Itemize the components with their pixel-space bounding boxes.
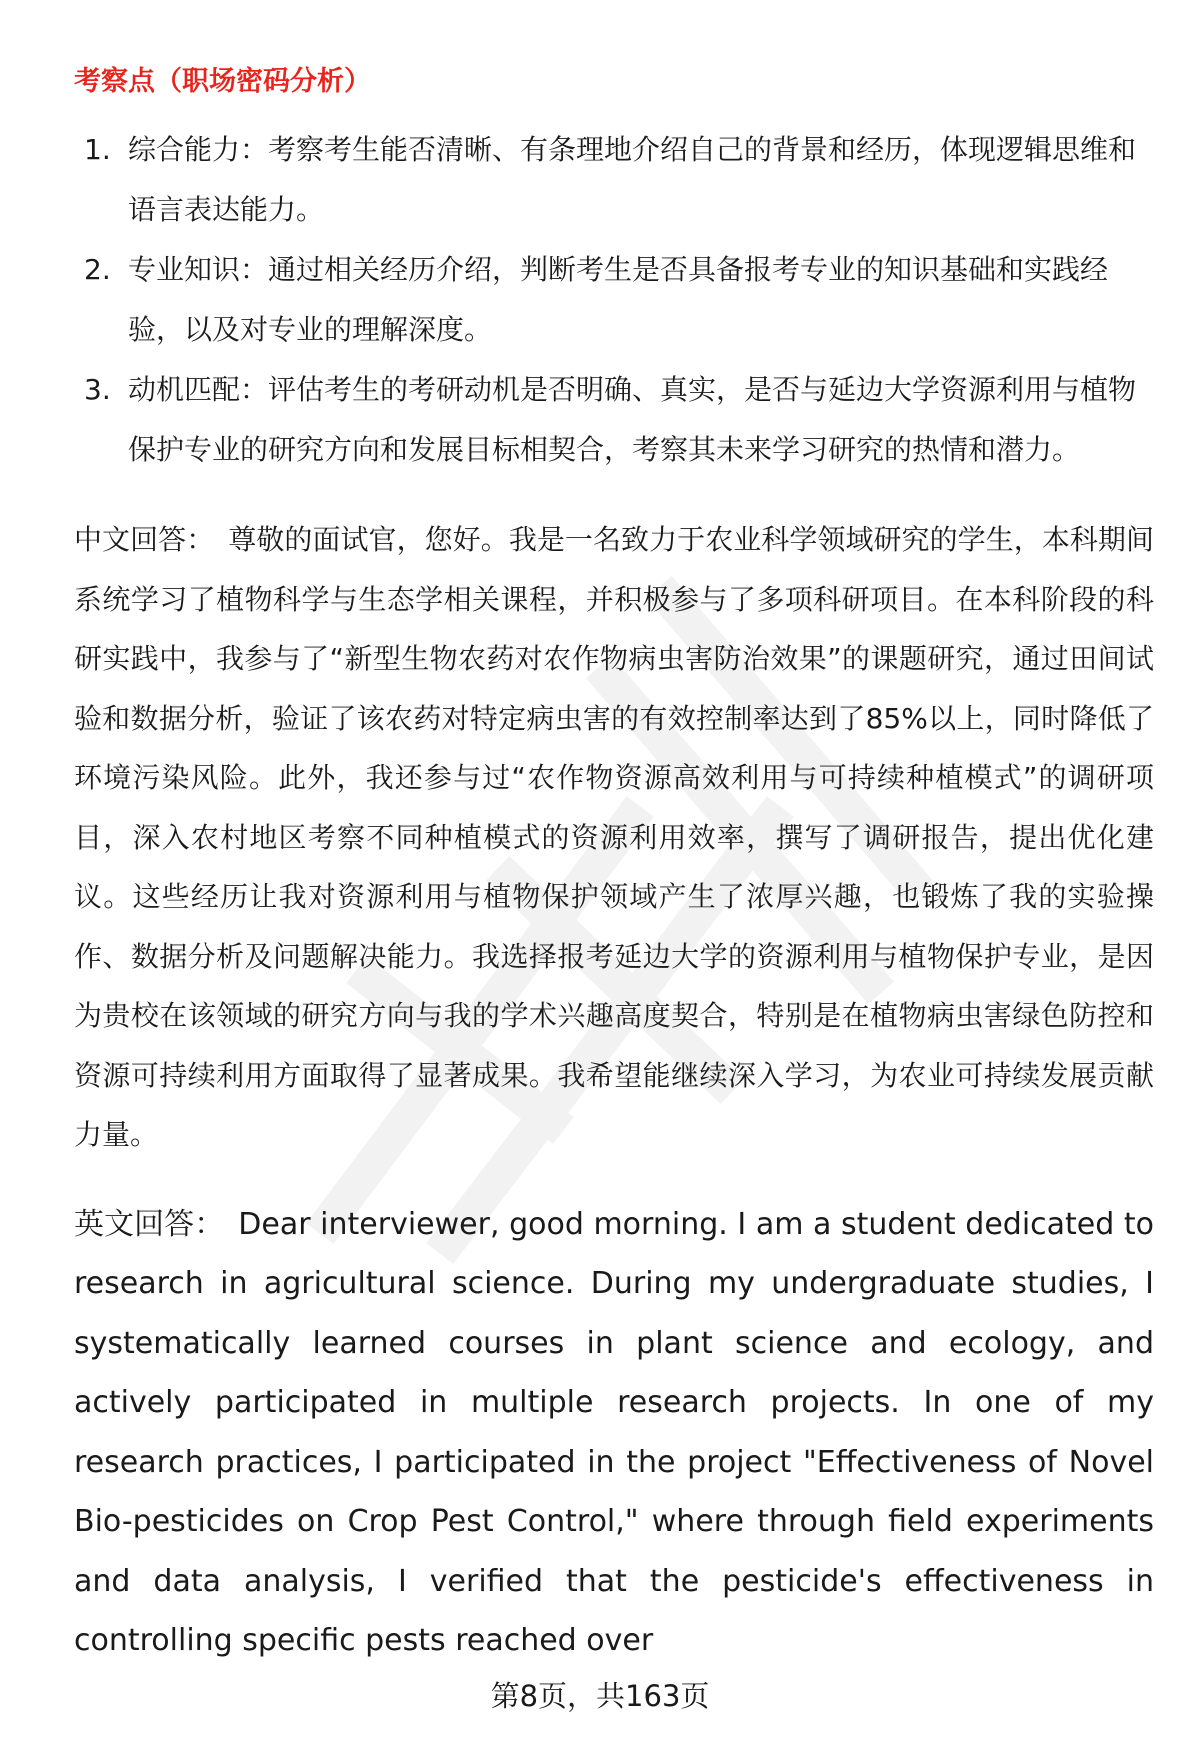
section-title: 考察点（职场密码分析）	[74, 66, 371, 97]
page-number-footer: 第8页，共163页	[490, 1679, 710, 1713]
point-text: 动机匹配：评估考生的考研动机是否明确、真实，是否与延边大学资源利用与植物保护专业的研究方向和发展目标相契合，考察其未来学习研究的热情和潜力。	[128, 373, 1137, 466]
point-number: 2.	[84, 253, 111, 286]
english-answer-text: Dear interviewer, good morning. I am a student dedicated to research in agricultural science. During my undergraduate studies, I systematically learned courses in plant science and ecology, and actively participated in multiple research projects. In one of my research practices, I participated in the project "Effectiveness of Novel Bio-pesticides on Crop Pest Control," where through field experiments and data analysis, I verified that the pesticide's effectiveness in controlling specific pests reached over	[74, 1206, 1154, 1658]
english-answer	[74, 1195, 1154, 1671]
point-number: 1.	[84, 133, 111, 166]
assessment-point	[74, 240, 1154, 360]
assessment-points-list	[74, 120, 1154, 480]
page-content	[74, 52, 1154, 1671]
chinese-answer-label: 中文回答：	[74, 523, 215, 556]
chinese-answer-text: 尊敬的面试官，您好。我是一名致力于农业科学领域研究的学生，本科期间系统学习了植物科学与生态学相关课程，并积极参与了多项科研项目。在本科阶段的科研实践中，我参与了“新型生物农药对农作物病虫害防治效果”的课题研究，通过田间试验和数据分析，验证了该农药对特定病虫害的有效控制率达到了85%以上，同时降低了环境污染风险。此外，我还参与过“农作物资源高效利用与可持续种植模式”的调研项目，深入农村地区考察不同种植模式的资源利用效率，撰写了调研报告，提出优化建议。这些经历让我对资源利用与植物保护领域产生了浓厚兴趣，也锻炼了我的实验操作、数据分析及问题解决能力。我选择报考延边大学的资源利用与植物保护专业，是因为贵校在该领域的研究方向与我的学术兴趣高度契合，特别是在植物病虫害绿色防控和资源可持续利用方面取得了显著成果。我希望能继续深入学习，为农业可持续发展贡献力量。	[74, 523, 1154, 1151]
point-text: 综合能力：考察考生能否清晰、有条理地介绍自己的背景和经历，体现逻辑思维和语言表达能力。	[128, 133, 1137, 226]
point-number: 3.	[84, 373, 111, 406]
chinese-answer	[74, 510, 1154, 1165]
english-answer-label: 英文回答：	[74, 1206, 225, 1242]
assessment-point	[74, 360, 1154, 480]
assessment-point	[74, 120, 1154, 240]
point-text: 专业知识：通过相关经历介绍，判断考生是否具备报考专业的知识基础和实践经验，以及对专业的理解深度。	[128, 253, 1109, 346]
